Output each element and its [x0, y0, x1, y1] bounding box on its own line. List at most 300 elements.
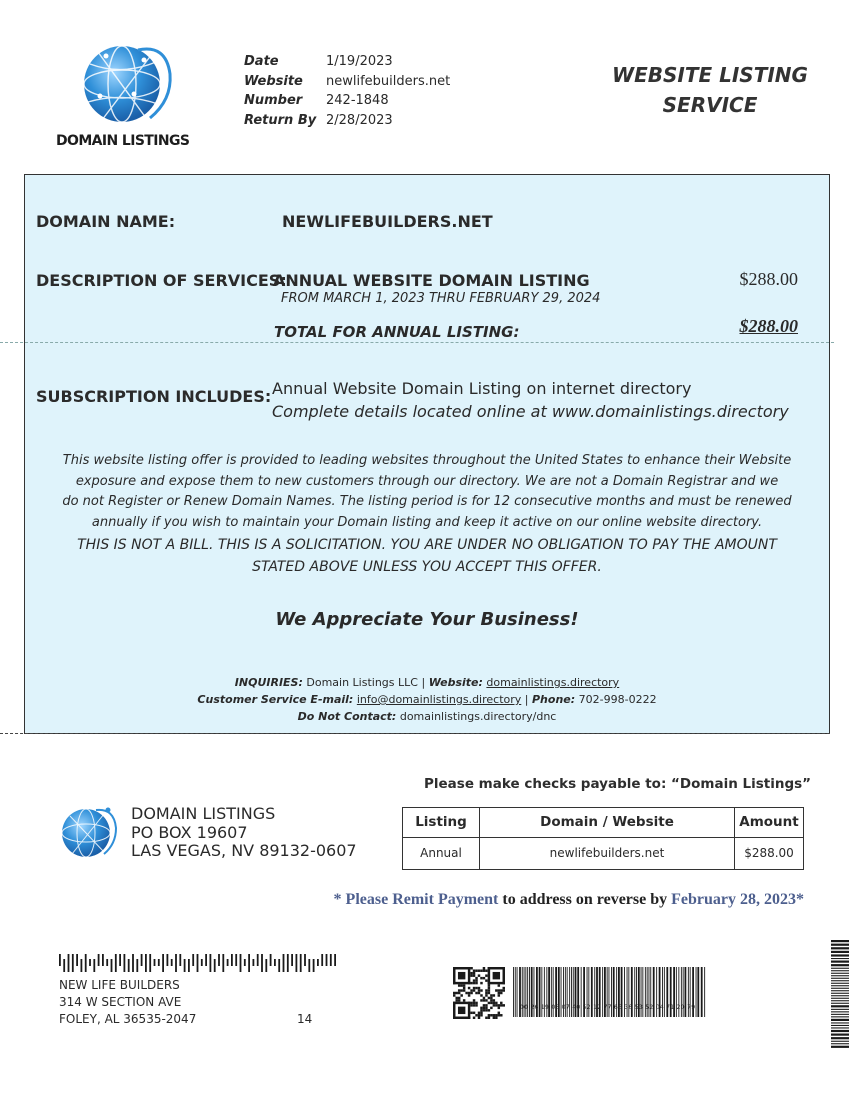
qr-module [503, 1004, 505, 1006]
email-link[interactable]: info@domainlistings.directory [356, 693, 522, 706]
qr-module [470, 1004, 472, 1006]
postal-bar [162, 954, 164, 972]
qr-module [460, 994, 462, 996]
qr-finder [468, 967, 470, 984]
side-bar [831, 954, 849, 956]
qr-module [483, 997, 485, 999]
qr-module [458, 997, 460, 999]
postal-bar [124, 954, 126, 972]
postal-bar [68, 954, 70, 972]
postal-bar [145, 954, 147, 972]
paragraph-line: do not Register or Renew Domain Names. The listing period is for 12 consecutive months and must be renewed [62, 494, 792, 509]
qr-module [478, 974, 480, 976]
qr-module [470, 992, 472, 994]
postal-bar [132, 954, 134, 972]
postal-bar [167, 954, 169, 966]
qr-module [498, 1012, 500, 1014]
notice-emphasis: Please Remit Payment [345, 891, 499, 908]
qr-module [458, 992, 460, 994]
postal-bar [274, 959, 276, 966]
qr-module [485, 992, 487, 994]
qr-module [480, 1014, 482, 1016]
postal-bar [227, 959, 229, 966]
side-bar [831, 1019, 849, 1021]
tear-line [0, 733, 830, 734]
inquiries-company: Domain Listings LLC [306, 676, 418, 689]
qr-module [480, 1009, 482, 1011]
qr-module [475, 992, 477, 994]
address-line: 314 W SECTION AVE [59, 995, 182, 1009]
postal-bar [313, 959, 315, 972]
total-amount: $288.00 [739, 316, 798, 336]
postal-bar [102, 954, 104, 966]
qr-module [470, 989, 472, 991]
column-header: Amount [735, 808, 804, 838]
qr-module [473, 989, 475, 991]
phone-label: Phone: [532, 693, 576, 706]
postal-bar [158, 959, 160, 966]
qr-module [488, 997, 490, 999]
side-bar [831, 975, 849, 976]
postal-bar [291, 954, 293, 966]
notice-line: THIS IS NOT A BILL. THIS IS A SOLICITATION. YOU ARE UNDER NO OBLIGATION TO PAY THE AMOUNT [77, 537, 777, 553]
paragraph-line: annually if you wish to maintain your Domain listing and keep it active on our online website directory. [91, 514, 763, 530]
column-header: Domain / Website [480, 808, 735, 838]
domain-name-label: DOMAIN NAME: [36, 212, 176, 231]
postal-bar [111, 959, 113, 972]
side-bar [831, 973, 849, 974]
qr-module [458, 984, 460, 986]
qr-code-icon [453, 967, 505, 1019]
barcode-bar [513, 967, 514, 1017]
qr-module [493, 1014, 495, 1016]
side-bar [831, 1041, 849, 1042]
qr-module [473, 1004, 475, 1006]
qr-module [470, 982, 472, 984]
qr-finder [453, 1002, 470, 1004]
side-bar [831, 968, 849, 969]
paragraph-line: This website listing offer is provided to leading websites throughout the United States to enhance their Website [62, 453, 792, 468]
meta-key: Return By [244, 112, 317, 128]
postal-bar [205, 954, 207, 966]
qr-module [465, 992, 467, 994]
dnc-label: Do Not Contact: [297, 710, 397, 723]
postal-bar [244, 959, 246, 966]
qr-module [475, 979, 477, 981]
domain-name-value: NEWLIFEBUILDERS.NET [282, 212, 493, 231]
postal-bar [218, 954, 220, 966]
side-bar [831, 980, 849, 981]
qr-module [485, 1017, 487, 1019]
meta-key: Website [244, 73, 303, 89]
qr-module [483, 999, 485, 1001]
qr-module [473, 1017, 475, 1019]
qr-finder [453, 1002, 455, 1019]
table-row [403, 837, 804, 869]
qr-finder [453, 982, 470, 984]
postal-bar [240, 954, 242, 972]
side-bar [831, 961, 849, 963]
postal-bar [93, 959, 95, 972]
postal-bar [192, 954, 194, 966]
qr-finder [503, 967, 505, 984]
website-link[interactable]: domainlistings.directory [486, 676, 620, 689]
qr-module [453, 992, 455, 994]
postal-bar [128, 959, 130, 972]
qr-module [473, 972, 475, 974]
address-line: FOLEY, AL 36535-2047 [59, 1012, 197, 1026]
qr-module [490, 999, 492, 1001]
meta-key: Date [244, 54, 279, 69]
qr-module [475, 977, 477, 979]
qr-module [488, 1002, 490, 1004]
qr-module [478, 1014, 480, 1016]
page-number: 14 [297, 1012, 313, 1026]
postal-bar [253, 959, 255, 966]
qr-module [483, 977, 485, 979]
address-line: LAS VEGAS, NV 89132-0607 [131, 841, 357, 860]
side-bar [831, 944, 849, 946]
qr-module [460, 989, 462, 991]
qr-module [483, 1009, 485, 1011]
paragraph-line: exposure and expose them to new customers through our directory. We are not a Domain Registrar and we [75, 473, 779, 489]
table-cell: $288.00 [735, 837, 804, 869]
qr-module [463, 999, 465, 1001]
description-period: FROM MARCH 1, 2023 THRU FEBRUARY 29, 2024 [281, 291, 601, 306]
qr-module [480, 989, 482, 991]
qr-module [498, 1007, 500, 1009]
qr-finder [458, 1007, 465, 1014]
qr-module [470, 972, 472, 974]
qr-module [495, 1002, 497, 1004]
meta-value: 1/19/2023 [326, 54, 393, 69]
postal-bar [85, 954, 87, 972]
qr-module [473, 999, 475, 1001]
address-line: NEW LIFE BUILDERS [59, 978, 180, 992]
postal-barcode-icon [59, 954, 339, 972]
qr-finder [468, 1002, 470, 1019]
postal-bar [214, 959, 216, 972]
qr-module [483, 967, 485, 969]
qr-module [480, 982, 482, 984]
qr-module [485, 974, 487, 976]
side-bar [831, 951, 849, 953]
appreciation-message: We Appreciate Your Business! [275, 609, 579, 630]
qr-module [498, 989, 500, 991]
globe-logo-icon [58, 800, 120, 862]
qr-module [473, 1012, 475, 1014]
postal-bar [98, 954, 100, 966]
contact-line [40, 691, 814, 708]
qr-module [493, 994, 495, 996]
email-label: Customer Service E-mail: [197, 693, 354, 706]
postal-bar [184, 959, 186, 972]
qr-module [490, 1014, 492, 1016]
qr-module [495, 1004, 497, 1006]
total-label: TOTAL FOR ANNUAL LISTING: [274, 323, 520, 341]
column-header: Listing [403, 808, 480, 838]
qr-module [473, 979, 475, 981]
side-bar [831, 983, 849, 984]
checks-payable-note: Please make checks payable to: “Domain Listings” [424, 776, 812, 792]
postal-bar [72, 954, 74, 972]
postal-bar [76, 954, 78, 966]
notice-star: * [333, 891, 346, 908]
service-title [600, 60, 820, 120]
meta-row-date [244, 52, 450, 72]
address-line: DOMAIN LISTINGS [131, 804, 276, 823]
side-bar [831, 985, 849, 986]
notice-star: * [796, 891, 804, 908]
postal-bar [59, 954, 61, 966]
side-bar [831, 1011, 849, 1012]
meta-row-return-by [244, 111, 450, 131]
qr-module [470, 967, 472, 969]
qr-finder [453, 967, 470, 969]
postal-bar [257, 954, 259, 966]
qr-module [470, 974, 472, 976]
logo-wordmark: DOMAIN LISTINGS [56, 133, 190, 149]
postal-bar [283, 954, 285, 972]
side-bar [831, 998, 849, 999]
qr-finder [488, 967, 490, 984]
postal-bar [265, 959, 267, 972]
separator: | [421, 676, 426, 689]
side-bar [831, 993, 849, 994]
qr-module [463, 984, 465, 986]
qr-module [495, 1014, 497, 1016]
qr-module [475, 982, 477, 984]
qr-module [460, 984, 462, 986]
qr-module [498, 1004, 500, 1006]
postal-bar [106, 959, 108, 966]
qr-module [488, 987, 490, 989]
postal-bar [154, 959, 156, 966]
qr-module [475, 987, 477, 989]
qr-module [488, 984, 490, 986]
qr-module [453, 994, 455, 996]
qr-module [500, 1014, 502, 1016]
qr-module [493, 1004, 495, 1006]
postal-bar [278, 959, 280, 972]
barcode-bar [517, 967, 518, 1017]
qr-module [480, 1012, 482, 1014]
address-line: PO BOX 19607 [131, 822, 248, 842]
subscription-label: SUBSCRIPTION INCLUDES: [36, 387, 272, 406]
qr-module [473, 1002, 475, 1004]
qr-module [503, 989, 505, 991]
recipient-address [59, 977, 313, 1028]
qr-module [485, 969, 487, 971]
side-bar [831, 964, 849, 966]
qr-module [458, 989, 460, 991]
meta-key: Number [244, 93, 303, 108]
qr-module [478, 1017, 480, 1019]
inquiries-label: INQUIRIES: [234, 676, 303, 689]
postal-bar [287, 954, 289, 972]
qr-module [478, 989, 480, 991]
barcode-bar [515, 967, 516, 1017]
qr-module [498, 1014, 500, 1016]
side-bar [831, 990, 849, 991]
qr-module [475, 1002, 477, 1004]
qr-module [495, 1017, 497, 1019]
qr-module [455, 999, 457, 1001]
dnc-value: domainlistings.directory/dnc [399, 710, 557, 723]
side-barcode-icon [831, 940, 849, 1048]
qr-module [485, 1004, 487, 1006]
qr-module [503, 987, 505, 989]
qr-module [483, 1004, 485, 1006]
postal-bar [115, 954, 117, 972]
document-meta [244, 52, 450, 130]
side-bar [831, 978, 849, 979]
qr-module [455, 992, 457, 994]
qr-module [485, 999, 487, 1001]
qr-finder [488, 982, 505, 984]
qr-module [488, 1017, 490, 1019]
meta-value: newlifebuilders.net [326, 73, 451, 89]
offer-paragraph [40, 451, 814, 533]
qr-module [485, 989, 487, 991]
qr-module [458, 999, 460, 1001]
qr-module [468, 987, 470, 989]
qr-finder [488, 967, 505, 969]
meta-value: 242-1848 [326, 93, 389, 108]
postal-bar [222, 954, 224, 972]
side-bar [831, 1025, 849, 1026]
qr-module [475, 1004, 477, 1006]
remit-address [131, 805, 357, 861]
remit-table [402, 807, 804, 870]
service-title-line: SERVICE [662, 93, 758, 117]
table-cell: newlifebuilders.net [480, 837, 735, 869]
qr-module [473, 982, 475, 984]
inquiries-line [40, 674, 814, 691]
qr-module [478, 987, 480, 989]
postal-bar [326, 954, 328, 966]
notice-date: February 28, 2023 [671, 891, 796, 908]
qr-module [483, 1007, 485, 1009]
postal-bar [248, 954, 250, 972]
qr-module [490, 1002, 492, 1004]
postal-bar [210, 954, 212, 972]
description-value: ANNUAL WEBSITE DOMAIN LISTING [273, 271, 590, 290]
qr-module [478, 1012, 480, 1014]
description-amount: $288.00 [739, 269, 798, 289]
postal-bar [235, 954, 237, 966]
notice-text: to address on reverse by [498, 891, 672, 908]
subscription-line: Annual Website Domain Listing on internet directory [272, 379, 692, 398]
barcode-number: 00 26 19 03 07 40 52 12 77 66 36 53 52 04 71 20 79 [520, 1004, 696, 1011]
qr-module [500, 1002, 502, 1004]
dnc-line [40, 708, 814, 725]
side-bar [831, 1027, 849, 1028]
qr-module [478, 969, 480, 971]
side-bar [831, 1046, 849, 1048]
qr-module [468, 992, 470, 994]
side-bar [831, 1037, 849, 1039]
qr-module [488, 992, 490, 994]
qr-module [455, 997, 457, 999]
qr-module [485, 1009, 487, 1011]
postal-bar [179, 954, 181, 966]
postal-bar [141, 954, 143, 966]
qr-module [485, 979, 487, 981]
qr-module [468, 994, 470, 996]
qr-finder [458, 972, 465, 979]
postal-bar [300, 954, 302, 972]
qr-module [498, 994, 500, 996]
meta-value: 2/28/2023 [326, 112, 393, 128]
solicitation-notice [40, 534, 814, 578]
qr-module [498, 984, 500, 986]
qr-module [478, 992, 480, 994]
side-bar [831, 995, 849, 996]
postal-bar [136, 959, 138, 972]
side-bar [831, 970, 849, 971]
qr-finder [493, 972, 500, 979]
qr-module [480, 969, 482, 971]
remit-deadline-notice [288, 891, 804, 909]
meta-row-number [244, 91, 450, 111]
qr-module [470, 1002, 472, 1004]
qr-module [473, 974, 475, 976]
side-bar [831, 940, 849, 942]
postal-bar [63, 959, 65, 972]
separator: | [524, 693, 529, 706]
postal-bar [321, 954, 323, 966]
qr-finder [453, 1017, 470, 1019]
table-header-row [403, 808, 804, 838]
side-bar [831, 1003, 849, 1004]
postal-bar [296, 954, 298, 972]
qr-module [500, 1004, 502, 1006]
side-bar [831, 958, 849, 959]
side-bar [831, 1000, 849, 1001]
qr-module [493, 1017, 495, 1019]
qr-finder [453, 967, 455, 984]
postal-bar [175, 954, 177, 972]
qr-module [480, 977, 482, 979]
qr-module [498, 992, 500, 994]
qr-module [483, 969, 485, 971]
postal-bar [149, 954, 151, 972]
phone-value: 702-998-0222 [578, 693, 657, 706]
notice-line: STATED ABOVE UNLESS YOU ACCEPT THIS OFFER. [252, 559, 602, 575]
postal-bar [317, 959, 319, 966]
qr-module [463, 987, 465, 989]
side-bar [831, 1014, 849, 1015]
qr-module [490, 994, 492, 996]
side-bar [831, 1030, 849, 1032]
qr-module [493, 999, 495, 1001]
qr-module [475, 1014, 477, 1016]
postal-bar [89, 959, 91, 966]
qr-module [475, 969, 477, 971]
postal-bar [304, 954, 306, 966]
postal-bar [231, 954, 233, 966]
postal-bar [334, 954, 336, 966]
qr-module [480, 1007, 482, 1009]
postal-bar [119, 954, 121, 966]
side-bar [831, 1005, 849, 1007]
total-divider [0, 342, 834, 343]
qr-module [500, 989, 502, 991]
qr-module [495, 989, 497, 991]
postal-bar [197, 954, 199, 972]
side-bar [831, 1016, 849, 1017]
